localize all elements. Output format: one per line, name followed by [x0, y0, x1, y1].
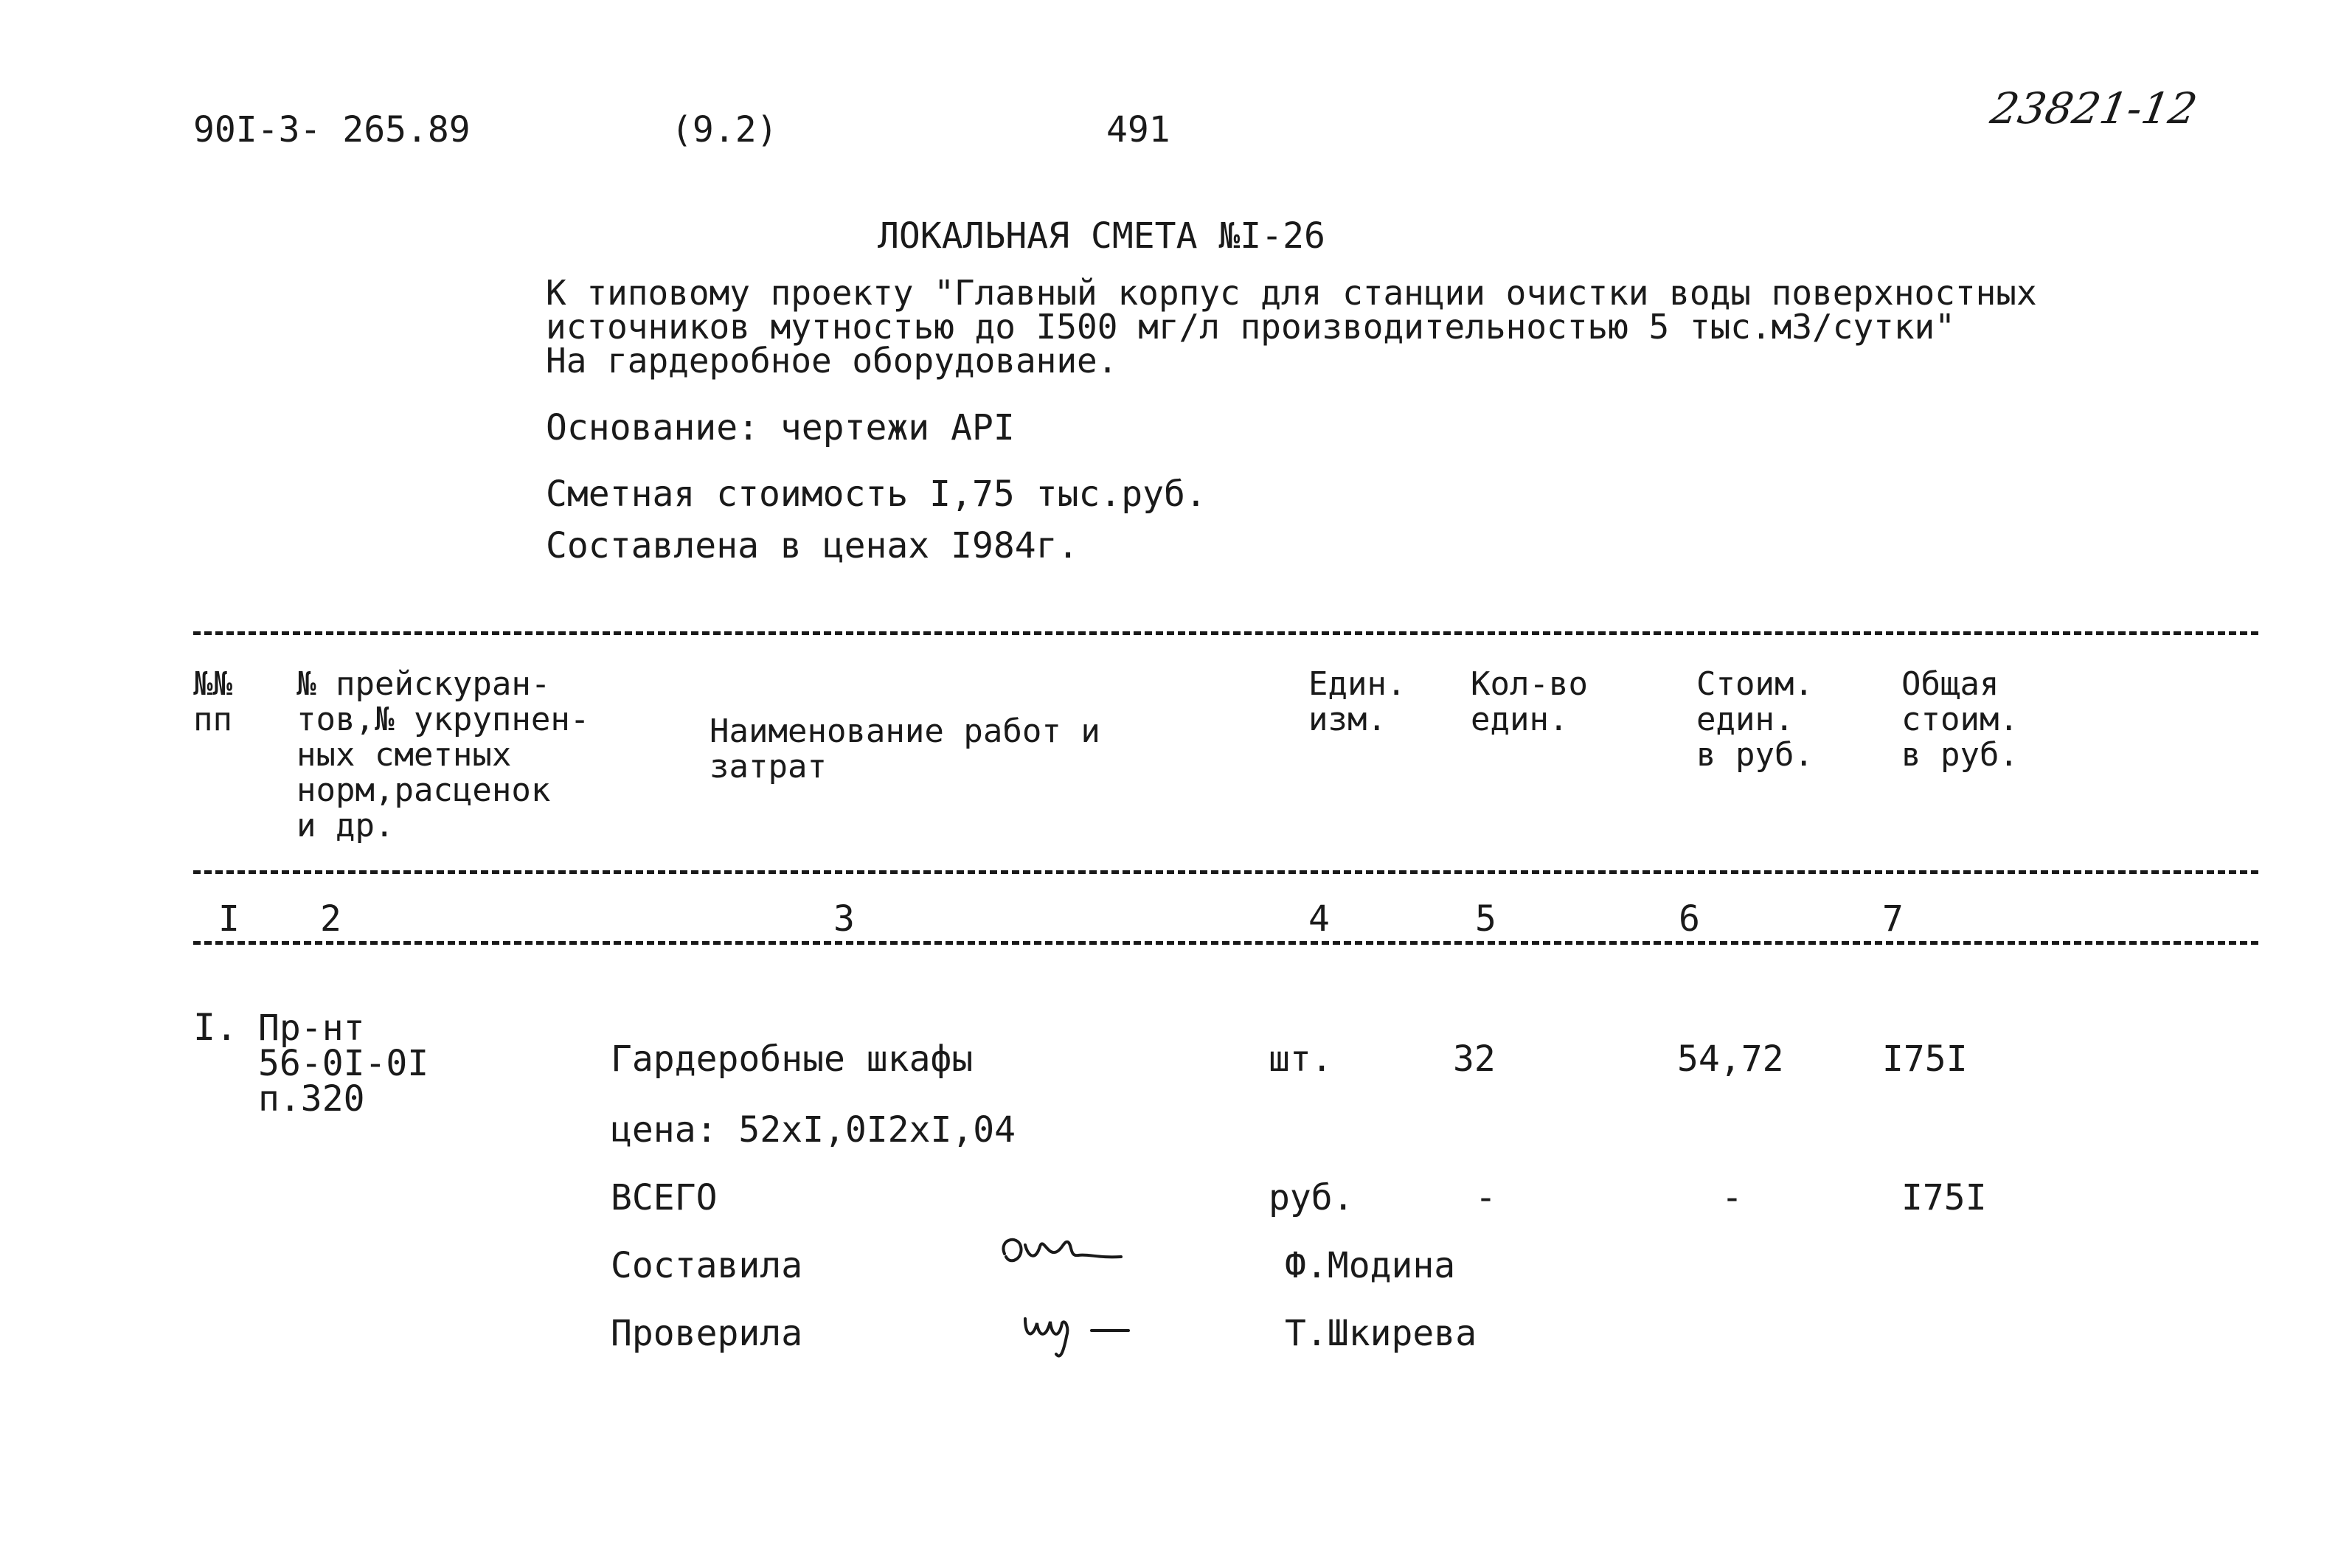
column-number-6: 6	[1679, 898, 1700, 940]
total-unit: руб.	[1269, 1177, 1354, 1218]
basis-line: Основание: чертежи API	[546, 407, 1015, 448]
column-number-5: 5	[1475, 898, 1496, 940]
project-code: 90I-3- 265.89	[193, 109, 471, 150]
title-line-1: К типовому проекту "Главный корпус для станции очистки воды поверхностных	[546, 273, 2037, 313]
total-quantity: -	[1475, 1177, 1496, 1218]
row-number: I.	[193, 1006, 238, 1049]
header-col-7: Общая стоим. в руб.	[1901, 665, 2019, 774]
column-number-2: 2	[320, 898, 341, 940]
title-line-3: На гардеробное оборудование.	[546, 341, 1118, 381]
checked-by-label: Проверила	[611, 1313, 803, 1354]
document-title: ЛОКАЛЬНАЯ СМЕТА №I-26	[878, 215, 1325, 257]
row-quantity: 32	[1453, 1038, 1496, 1080]
column-number-3: 3	[833, 898, 855, 940]
title-line-2: источников мутностью до I500 мг/л производительностью 5 тыс.м3/сутки"	[546, 307, 1955, 347]
header-col-5: Кол-во един.	[1471, 665, 1588, 738]
row-unit-price: 54,72	[1677, 1038, 1784, 1080]
compiled-signature	[996, 1224, 1143, 1283]
page-number: 491	[1106, 109, 1170, 150]
row-total: I75I	[1882, 1038, 1968, 1080]
column-number-4: 4	[1308, 898, 1330, 940]
total-unit-price: -	[1721, 1177, 1743, 1218]
price-base-year: Составлена в ценах I984г.	[546, 525, 1079, 566]
row-price-ref: Пр-нт 56-0I-0I п.320	[258, 1007, 429, 1120]
total-label: ВСЕГО	[611, 1177, 718, 1218]
header-col-3: Наименование работ и затрат	[710, 712, 1100, 785]
header-col-1: №№ пп	[193, 665, 232, 738]
header-col-4: Един. изм.	[1308, 665, 1406, 738]
compiled-by-label: Составила	[611, 1245, 803, 1286]
checked-by-name: Т.Шкирева	[1285, 1313, 1477, 1354]
section-number: (9.2)	[671, 109, 778, 150]
column-numbers-rule	[193, 941, 2258, 945]
row-unit: шт.	[1269, 1038, 1333, 1080]
header-col-6: Стоим. един. в руб.	[1696, 665, 1814, 774]
column-number-7: 7	[1882, 898, 1904, 940]
checked-signature	[1018, 1292, 1151, 1366]
table-top-rule	[193, 631, 2258, 635]
column-number-1: I	[218, 898, 240, 940]
total-amount: I75I	[1901, 1177, 1987, 1218]
compiled-by-name: Ф.Модина	[1285, 1245, 1456, 1286]
estimated-cost: Сметная стоимость I,75 тыс.руб.	[546, 473, 1207, 515]
header-bottom-rule	[193, 870, 2258, 874]
header-col-2: № прейскуран- тов,№ укрупнен- ных сметных норм,расценок и др.	[296, 665, 590, 844]
handwritten-reference: 23821-12	[1987, 83, 2201, 133]
row-item-name: Гардеробные шкафы	[611, 1038, 974, 1080]
price-calculation-note: цена: 52хI,0I2хI,04	[611, 1109, 1016, 1151]
